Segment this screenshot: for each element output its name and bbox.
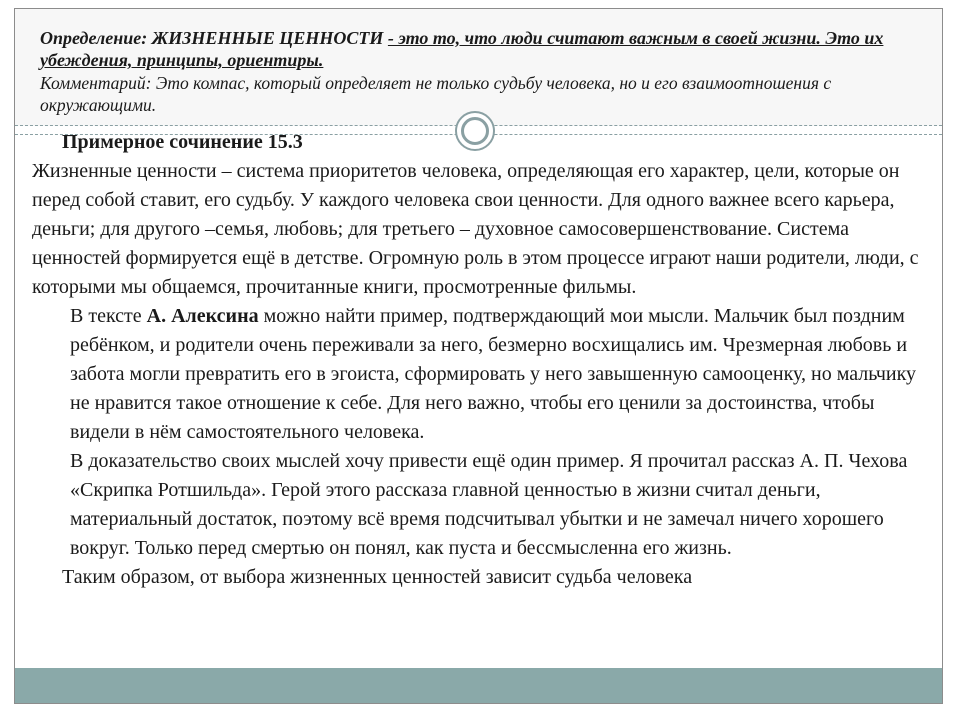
essay-conclusion: Таким образом, от выбора жизненных ценностей зависит судьба человека (62, 566, 693, 588)
essay-heading: Примерное сочинение 15.3 (62, 131, 303, 153)
definition-text: - это то, что люди считают важным в своей жизни. Это их убеждения, принципы, ориентиры. (40, 28, 884, 70)
p2-author: А. Алексина (146, 305, 259, 327)
essay-paragraph-1: Жизненные ценности – система приоритетов человека, определяющая его характер, цели, которые он перед собой ставит, его судьбу. У каждого человека свои ценности. Для одного важнее всего карьера, деньги; для другого –семья, любовь; для третьего – духовное самосовершенствование. Система ценностей формируется ещё в детстве. Огромную роль в этом процессе играют наши родители, люди, с которыми мы общаемся, прочитанные книги, просмотренные фильмы. (32, 160, 919, 298)
definition-term: ЖИЗНЕННЫЕ ЦЕННОСТИ (151, 28, 384, 48)
definition-comment: Комментарий: Это компас, который определяет не только судьбу человека, но и его взаимоотношения с окружающими. (40, 73, 832, 115)
p2-text-after: можно найти пример, подтверждающий мои мысли. Мальчик был поздним ребёнком, и родители очень переживали за него, безмерно восхищались им. Чрезмерная любовь и забота могли превратить его в эгоиста, сформировать у него завышенную самооценку, но мальчику не нравится такое отношение к себе. Для него важно, чтобы его ценили за достоинства, чтобы видели в нём самостоятельного человека. (70, 305, 917, 443)
definition-label: Определение: (40, 28, 148, 48)
essay (32, 128, 932, 592)
essay-paragraph-3: В доказательство своих мыслей хочу привести ещё один пример. Я прочитал рассказ А. П. Чехова «Скрипка Ротшильда». Герой этого рассказа главной ценностью в жизни считал деньги, материальный достаток, поэтому всё время подсчитывал убытки и не замечал ничего хорошего вокруг. Только перед смертью он понял, как пуста и бессмысленна его жизнь. (70, 450, 908, 559)
footer-bar (15, 668, 942, 703)
p2-text-before: В тексте (70, 305, 147, 327)
essay-paragraph-2 (32, 302, 932, 447)
definition (40, 27, 920, 71)
